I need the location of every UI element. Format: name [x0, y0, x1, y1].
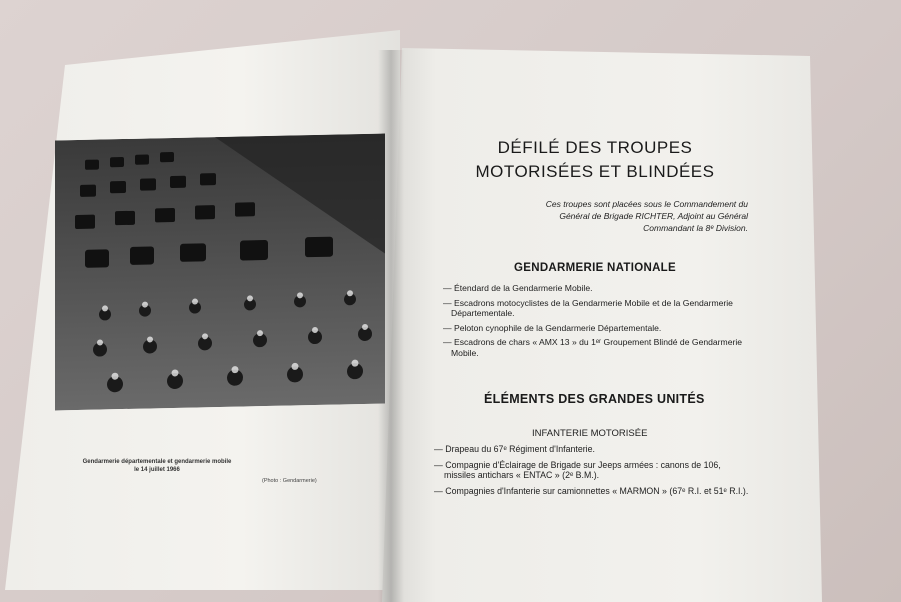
list-item: — Drapeau du 67ᵉ Régiment d'Infanterie.: [434, 444, 595, 454]
infanterie-subheading: INFANTERIE MOTORISÉE: [532, 428, 648, 439]
caption-line-1: Gendarmerie départementale et gendarmerie mobile: [82, 459, 232, 465]
gendarmerie-heading: GENDARMERIE NATIONALE: [514, 262, 676, 274]
list-item: — Escadrons motocyclistes de la Gendarmerie Mobile et de la Gendarmerie Départementale.: [443, 297, 733, 318]
grandes-unites-heading: ÉLÉMENTS DES GRANDES UNITÉS: [484, 392, 705, 406]
parade-photo: [55, 134, 385, 411]
photo-credit: (Photo : Gendarmerie): [262, 478, 317, 484]
title-line-1: DÉFILÉ DES TROUPES: [497, 138, 693, 157]
title-line-2: MOTORISÉES ET BLINDÉES: [475, 162, 715, 181]
grandes-unites-list: [434, 444, 752, 501]
intro-paragraph: Ces troupes sont placées sous le Commandement du Général de Brigade RICHTER, Adjoint au Général Commandant la 8ᵉ Division.: [545, 199, 748, 233]
list-item: — Compagnie d'Éclairage de Brigade sur Jeeps armées : canons de 106, missiles antichars « ENTAC » (2ᵉ B.M.).: [434, 459, 721, 480]
gendarmerie-list: [443, 283, 748, 362]
page-title: [470, 136, 720, 184]
photo-caption: [72, 458, 242, 474]
list-item: — Compagnies d'Infanterie sur camionnettes « MARMON » (67ᵉ R.I. et 51ᵉ R.I.).: [434, 485, 749, 496]
list-item: — Étendard de la Gendarmerie Mobile.: [443, 283, 593, 293]
list-item: — Peloton cynophile de la Gendarmerie Départementale.: [443, 322, 662, 333]
list-item: — Escadrons de chars « AMX 13 » du 1ᵉʳ Groupement Blindé de Gendarmerie Mobile.: [443, 337, 743, 358]
caption-line-2: le 14 juillet 1966: [134, 467, 180, 473]
